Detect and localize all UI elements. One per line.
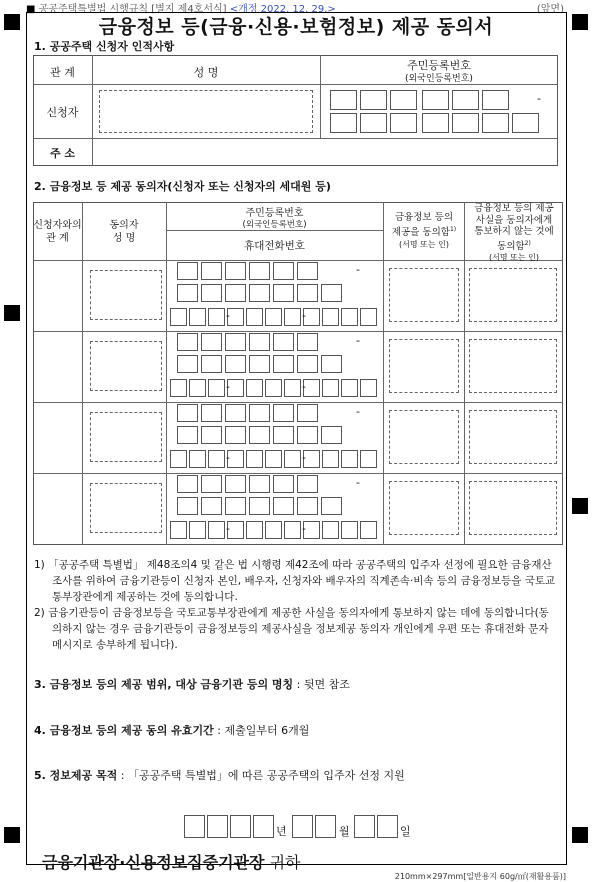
id-digit-box[interactable] bbox=[297, 284, 318, 302]
consent-provide-signature[interactable] bbox=[389, 268, 459, 322]
id-digit-box[interactable] bbox=[482, 113, 509, 133]
phone-digit-box[interactable] bbox=[360, 450, 377, 468]
id-digit-box[interactable] bbox=[330, 90, 357, 110]
form-header: ■ 공공주택특별법 시행규칙 [별지 제4호서식] <개정 2022. 12. 29.> bbox=[26, 4, 336, 15]
footnote-1 bbox=[34, 557, 558, 605]
id-digit-box[interactable] bbox=[177, 284, 198, 302]
id-digit-box[interactable] bbox=[201, 333, 222, 351]
id-digit-box[interactable] bbox=[225, 426, 246, 444]
item-4 bbox=[34, 722, 309, 738]
consent-notify-signature[interactable] bbox=[469, 410, 557, 464]
consenter-name-field[interactable] bbox=[90, 341, 162, 391]
col-phone-header: 휴대전화번호 bbox=[244, 240, 305, 252]
id-digit-box[interactable] bbox=[201, 497, 222, 515]
item-5 bbox=[34, 767, 405, 783]
phone-digit-box[interactable] bbox=[341, 379, 358, 397]
number-dash: - bbox=[226, 522, 230, 535]
footnote-ref: 1) bbox=[449, 226, 457, 233]
id-digit-box[interactable] bbox=[177, 404, 198, 422]
id-digit-box[interactable] bbox=[201, 355, 222, 373]
phone-digit-box[interactable] bbox=[246, 521, 263, 539]
phone-digit-box[interactable] bbox=[284, 521, 301, 539]
id-digit-box[interactable] bbox=[360, 90, 387, 110]
col-id-subheader: (외국인등록번호) bbox=[405, 74, 473, 84]
item-3-value: : 뒷면 참조 bbox=[293, 678, 350, 691]
id-digit-box[interactable] bbox=[422, 113, 449, 133]
sign-or-seal-label: (서명 또는 인) bbox=[489, 253, 539, 263]
id-digit-box[interactable] bbox=[321, 497, 342, 515]
number-dash: - bbox=[302, 522, 306, 535]
id-digit-box[interactable] bbox=[297, 355, 318, 373]
id-digit-box[interactable] bbox=[297, 426, 318, 444]
day-digit-box[interactable] bbox=[377, 815, 398, 838]
id-digit-box[interactable] bbox=[422, 90, 449, 110]
phone-digit-box[interactable] bbox=[360, 379, 377, 397]
paper-spec: 210mm×297mm[일반용지 60g/㎡(재활용품)] bbox=[394, 872, 566, 881]
id-digit-box[interactable] bbox=[360, 113, 387, 133]
number-dash: - bbox=[226, 380, 230, 393]
consenter-name-field[interactable] bbox=[90, 483, 162, 533]
id-digit-box[interactable] bbox=[273, 426, 294, 444]
id-digit-box[interactable] bbox=[249, 355, 270, 373]
number-dash: - bbox=[356, 405, 360, 418]
id-digit-box[interactable] bbox=[177, 475, 198, 493]
year-digit-box[interactable] bbox=[184, 815, 205, 838]
phone-digit-box[interactable] bbox=[170, 521, 187, 539]
id-digit-box[interactable] bbox=[225, 475, 246, 493]
phone-digit-box[interactable] bbox=[322, 521, 339, 539]
col-name-header: 성 명 bbox=[193, 66, 219, 79]
phone-digit-box[interactable] bbox=[208, 379, 225, 397]
id-digit-box[interactable] bbox=[452, 113, 479, 133]
id-digit-box[interactable] bbox=[249, 475, 270, 493]
phone-digit-box[interactable] bbox=[322, 308, 339, 326]
consenter-name-field[interactable] bbox=[90, 412, 162, 462]
addressee-suffix: 귀하 bbox=[269, 853, 301, 872]
id-digit-box[interactable] bbox=[201, 262, 222, 280]
phone-digit-box[interactable] bbox=[246, 379, 263, 397]
id-digit-box[interactable] bbox=[249, 333, 270, 351]
registration-marker bbox=[4, 827, 20, 843]
month-digit-box[interactable] bbox=[292, 815, 313, 838]
id-digit-box[interactable] bbox=[390, 90, 417, 110]
number-dash: - bbox=[302, 380, 306, 393]
id-digit-box[interactable] bbox=[273, 262, 294, 280]
id-digit-box[interactable] bbox=[249, 404, 270, 422]
id-digit-box[interactable] bbox=[201, 475, 222, 493]
consent-notify-signature[interactable] bbox=[469, 339, 557, 393]
col-relation-header: 관 계 bbox=[50, 66, 75, 79]
consent-notify-signature[interactable] bbox=[469, 268, 557, 322]
consent-provide-signature[interactable] bbox=[389, 410, 459, 464]
phone-digit-box[interactable] bbox=[322, 450, 339, 468]
id-digit-box[interactable] bbox=[225, 262, 246, 280]
id-digit-box[interactable] bbox=[273, 404, 294, 422]
id-digit-box[interactable] bbox=[177, 333, 198, 351]
phone-digit-box[interactable] bbox=[360, 308, 377, 326]
item-4-value: : 제출일부터 6개월 bbox=[213, 724, 310, 737]
item-5-label: 5. 정보제공 목적 bbox=[34, 769, 118, 782]
phone-digit-box[interactable] bbox=[189, 308, 206, 326]
phone-digit-box[interactable] bbox=[341, 450, 358, 468]
id-digit-box[interactable] bbox=[321, 426, 342, 444]
row-applicant-label: 신청자 bbox=[46, 106, 79, 119]
phone-digit-box[interactable] bbox=[189, 379, 206, 397]
phone-digit-box[interactable] bbox=[208, 450, 225, 468]
consent-provide-signature[interactable] bbox=[389, 339, 459, 393]
id-digit-box[interactable] bbox=[177, 355, 198, 373]
footnote-2 bbox=[34, 605, 558, 653]
footnote-1-text: 1) 「공공주택 특별법」 제48조의4 및 같은 법 시행령 제42조에 따라 공공주택의 입주자 선정에 필요한 금융재산조사를 위하여 금융기관등이 신청자 본인, 배우자, 신청자와 배우자의 직계존속·비속 등의 금융정보등을 국토교통부장관에게 제공하는 것에 동의합니다. bbox=[34, 559, 556, 603]
id-digit-box[interactable] bbox=[273, 333, 294, 351]
col-id-header: 주민등록번호 bbox=[245, 208, 304, 219]
consent-provide-label: 금융정보 등의 제공을 동의함 bbox=[391, 212, 454, 239]
phone-digit-box[interactable] bbox=[246, 450, 263, 468]
id-digit-box[interactable] bbox=[297, 333, 318, 351]
number-dash: - bbox=[356, 476, 360, 489]
phone-digit-box[interactable] bbox=[284, 379, 301, 397]
col-consent-provide-header bbox=[384, 212, 464, 251]
phone-digit-box[interactable] bbox=[189, 450, 206, 468]
id-digit-box[interactable] bbox=[330, 113, 357, 133]
form-title: 금융정보 등(금융·신용·보험정보) 제공 동의서 bbox=[98, 16, 494, 38]
sign-or-seal-label: (서명 또는 인) bbox=[399, 240, 449, 250]
phone-digit-box[interactable] bbox=[322, 379, 339, 397]
page-side: (앞면) bbox=[536, 4, 564, 15]
id-digit-box[interactable] bbox=[249, 426, 270, 444]
phone-digit-box[interactable] bbox=[265, 379, 282, 397]
id-digit-box[interactable] bbox=[225, 333, 246, 351]
footnote-2-text: 2) 금융기관등이 금융정보등을 국토교통부장관에게 제공한 사실을 동의자에게 통보하지 않는 데에 동의합니다(동의하지 않는 경우 금융기관등이 금융정보등의 제공사실을 정보제공 동의자 개인에게 우편 또는 휴대전화 문자메시지로 송부하게 됩니다). bbox=[34, 607, 549, 651]
id-digit-box[interactable] bbox=[273, 497, 294, 515]
id-digit-box[interactable] bbox=[273, 284, 294, 302]
id-digit-box[interactable] bbox=[321, 284, 342, 302]
item-5-value: : 「공공주택 특별법」에 따른 공공주택의 입주자 선정 지원 bbox=[117, 769, 405, 782]
id-digit-box[interactable] bbox=[482, 90, 509, 110]
phone-digit-box[interactable] bbox=[208, 308, 225, 326]
row-address-label: 주 소 bbox=[49, 147, 76, 160]
consent-notify-signature[interactable] bbox=[469, 481, 557, 535]
phone-digit-box[interactable] bbox=[284, 308, 301, 326]
number-dash: - bbox=[356, 334, 360, 347]
col-consent-notify-header bbox=[465, 203, 563, 264]
month-digit-box[interactable] bbox=[315, 815, 336, 838]
id-digit-box[interactable] bbox=[297, 404, 318, 422]
id-digit-box[interactable] bbox=[249, 262, 270, 280]
consenter-name-field[interactable] bbox=[90, 270, 162, 320]
phone-digit-box[interactable] bbox=[246, 308, 263, 326]
phone-digit-box[interactable] bbox=[170, 450, 187, 468]
registration-marker bbox=[4, 305, 20, 321]
id-digit-box[interactable] bbox=[201, 426, 222, 444]
id-digit-box[interactable] bbox=[177, 262, 198, 280]
section1-heading: 1. 공공주택 신청자 인적사항 bbox=[34, 40, 175, 53]
phone-digit-box[interactable] bbox=[284, 450, 301, 468]
phone-digit-box[interactable] bbox=[189, 521, 206, 539]
phone-digit-box[interactable] bbox=[341, 521, 358, 539]
section2-heading: 2. 금융정보 등 제공 동의자(신청자 또는 신청자의 세대원 등) bbox=[34, 180, 331, 193]
law-reference: 공공주택특별법 시행규칙 [별지 제4호서식] bbox=[38, 4, 227, 15]
id-digit-box[interactable] bbox=[297, 475, 318, 493]
consent-provide-signature[interactable] bbox=[389, 481, 459, 535]
month-label: 월 bbox=[339, 825, 350, 838]
id-digit-box[interactable] bbox=[273, 355, 294, 373]
phone-digit-box[interactable] bbox=[360, 521, 377, 539]
phone-digit-box[interactable] bbox=[208, 521, 225, 539]
number-dash: - bbox=[302, 451, 306, 464]
phone-digit-box[interactable] bbox=[265, 450, 282, 468]
addressee bbox=[42, 850, 300, 873]
day-digit-box[interactable] bbox=[354, 815, 375, 838]
col-relation-header: 신청자와의 관 계 bbox=[33, 220, 82, 244]
number-dash: - bbox=[356, 263, 360, 276]
registration-marker bbox=[572, 498, 588, 514]
revision-date: <개정 2022. 12. 29.> bbox=[229, 4, 336, 15]
number-dash: - bbox=[226, 309, 230, 322]
number-dash: - bbox=[302, 309, 306, 322]
id-digit-box[interactable] bbox=[201, 284, 222, 302]
col-name-header: 동의자 성 명 bbox=[109, 220, 139, 244]
year-digit-box[interactable] bbox=[253, 815, 274, 838]
id-digit-box[interactable] bbox=[297, 497, 318, 515]
id-digit-box[interactable] bbox=[177, 497, 198, 515]
id-digit-box[interactable] bbox=[512, 113, 539, 133]
footnote-ref: 2) bbox=[524, 239, 531, 247]
addressee-name: 금융기관장·신용정보집중기관장 bbox=[42, 853, 265, 872]
id-digit-box[interactable] bbox=[225, 497, 246, 515]
year-digit-box[interactable] bbox=[230, 815, 251, 838]
phone-digit-box[interactable] bbox=[265, 521, 282, 539]
phone-digit-box[interactable] bbox=[170, 308, 187, 326]
item-4-label: 4. 금융정보 등의 제공 동의 유효기간 bbox=[34, 724, 214, 737]
id-digit-box[interactable] bbox=[225, 284, 246, 302]
item-3-label: 3. 금융정보 등의 제공 범위, 대상 금융기관 등의 명칭 bbox=[34, 678, 294, 691]
phone-digit-box[interactable] bbox=[265, 308, 282, 326]
id-digit-box[interactable] bbox=[177, 426, 198, 444]
id-digit-box[interactable] bbox=[225, 355, 246, 373]
id-digit-box[interactable] bbox=[390, 113, 417, 133]
year-label: 년 bbox=[276, 825, 287, 838]
id-digit-box[interactable] bbox=[225, 404, 246, 422]
phone-digit-box[interactable] bbox=[170, 379, 187, 397]
phone-digit-box[interactable] bbox=[341, 308, 358, 326]
id-dash: - bbox=[537, 92, 541, 105]
day-label: 일 bbox=[400, 825, 411, 838]
id-digit-box[interactable] bbox=[297, 262, 318, 280]
col-id-header: 주민등록번호 bbox=[407, 59, 471, 72]
id-digit-box[interactable] bbox=[321, 355, 342, 373]
col-id-subheader: (외국인등록번호) bbox=[242, 220, 307, 230]
registration-marker bbox=[572, 827, 588, 843]
number-dash: - bbox=[226, 451, 230, 464]
id-digit-box[interactable] bbox=[249, 497, 270, 515]
id-digit-box[interactable] bbox=[249, 284, 270, 302]
year-digit-box[interactable] bbox=[207, 815, 228, 838]
id-digit-box[interactable] bbox=[452, 90, 479, 110]
item-3 bbox=[34, 676, 350, 692]
applicant-name-field[interactable] bbox=[99, 90, 313, 133]
consent-notify-label: 금융정보 등의 제공 사실을 동의자에게 통보하지 않는 것에 동의함 bbox=[474, 203, 554, 252]
id-digit-box[interactable] bbox=[201, 404, 222, 422]
id-digit-box[interactable] bbox=[273, 475, 294, 493]
